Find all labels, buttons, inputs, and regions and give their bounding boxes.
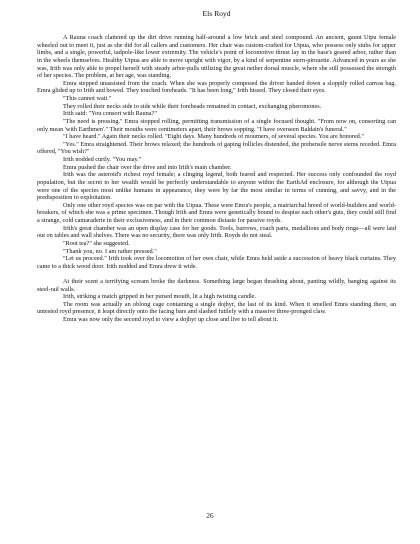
paragraph: Only one other royd species was on par with the Utpua. These were Emra's people, a matriarchal breed of world-builders and world-breakers, of which she was a prime specimen. Though Irith and Emra were genetically bound to despise each other's guts, they could still find a strange, cold camaraderie in their exclusiveness, and in their common distaste for passive royds. xyxy=(37,201,396,224)
paragraph: Emra pushed the chair over the drive and into Irith's main chamber. xyxy=(63,163,232,171)
paragraph: Irith said: "You consort with Rauna?" xyxy=(63,110,157,118)
paragraph: A Rauna coach clattered up the dirt drive running half-around a low brick and steel compound. An ancient, gaunt Utpu female wheeled out to meet it, just as she did for all callers and customers. Her chair was custom-crafted for Utpua, who possess only stubs for upper limbs, and a single, powerful, tadpole-like lower extremity. The vehicle's point of locomotive thrust lay in the base's geared arbor, rather than in the wheels themselves. Healthy Utpua are able to move upright with vigor, by a kind of serpentine stern-pirouette. Advanced in years as she was, Irith was only able to propel herself with steady arbor-pulls utilizing the great nether dorsal muscle, where she still possessed the strength of her species. The problem, at her age, was standing. xyxy=(37,34,396,80)
paragraph: "Let us proceed." Irith took over the locomotion of her own chair, while Emra held aside a succession of heavy black curtains. They came to a thick wood door. Irith nodded and Emra drew it wide. xyxy=(37,255,396,270)
paragraph: "Root tea?" she suggested. xyxy=(63,239,130,247)
paragraph: "Thank you, no. I am rather pressed." xyxy=(63,247,157,255)
running-head: Els Royd xyxy=(202,9,231,18)
paragraph: Irith nodded curtly. "You may." xyxy=(63,156,142,163)
body-text xyxy=(37,34,396,324)
paragraph: Irith was the asteroid's richest royd female; a clinging legend, both feared and respected. Her success only confounded the royd population, but the secret to her wealth would be perfectly understandable to anyone within the EarthAd enclosure, for although the Utpua were one of the species most unlike humans in appearance, they were by far the most similar in terms of cunning, and savvy, and in the predisposition to exploitation. xyxy=(37,171,396,202)
paragraph: "I have heard." Again their necks rolled. "Eight days. Many hundreds of mourners, of several species. You are honored." xyxy=(63,133,364,141)
paragraph: "Yes." Emra straightened. Their brows relaxed; the hundreds of gaping follicles distended, the prehensile nerve stems receded. Emra offered, "You wish?" xyxy=(37,140,396,156)
paragraph: Irith's great chamber was an open display case for her goods. Tools, barrows, coach parts, medallions and body rings—all were laid out on tables and wall shelves. There was no security, there was only Irith. Royds do not steal. xyxy=(37,224,396,240)
paragraph: "This cannot wait." xyxy=(63,95,112,102)
paragraph: "The need is pressing." Emra stopped rolling, permitting transmission of a single focused thought. "From now on, consorting can only mean 'with Earthmen'." Their mouths were centimeters apart, their brows sopping. "I have overseen Baldain's funeral." xyxy=(37,117,396,133)
paragraph: At their scent a terrifying scream broke the darkness. Something large began thrashing about, panting wildly, banging against its steel-rail walls. xyxy=(37,277,396,293)
paragraph: Emra was now only the second royd to view a dojhyr up close and live to tell about it. xyxy=(63,316,279,324)
paragraph: The room was actually an oblong cage containing a single dojhyr, the last of its kind. When it smelled Emra standing there, an untested royd presence, it leapt directly onto the facing bars and slashed futilely with a massive three-pronged claw. xyxy=(37,300,396,316)
paragraph: They rolled their necks side to side while their foreheads remained in contact, exchanging pheromones. xyxy=(63,102,322,110)
page-number: 26 xyxy=(206,512,214,520)
paragraph: Irith, striking a match gripped in her pursed mouth, lit a high twisting candle. xyxy=(63,293,257,301)
paragraph: Emra stepped unassisted from the coach. When she was properly composed the driver handed down a sloppily rolled canvas bag. Emra glided up to Irith and bowed. They touched foreheads. "It has been long," Irith hissed. They closed their eyes. xyxy=(37,79,396,95)
